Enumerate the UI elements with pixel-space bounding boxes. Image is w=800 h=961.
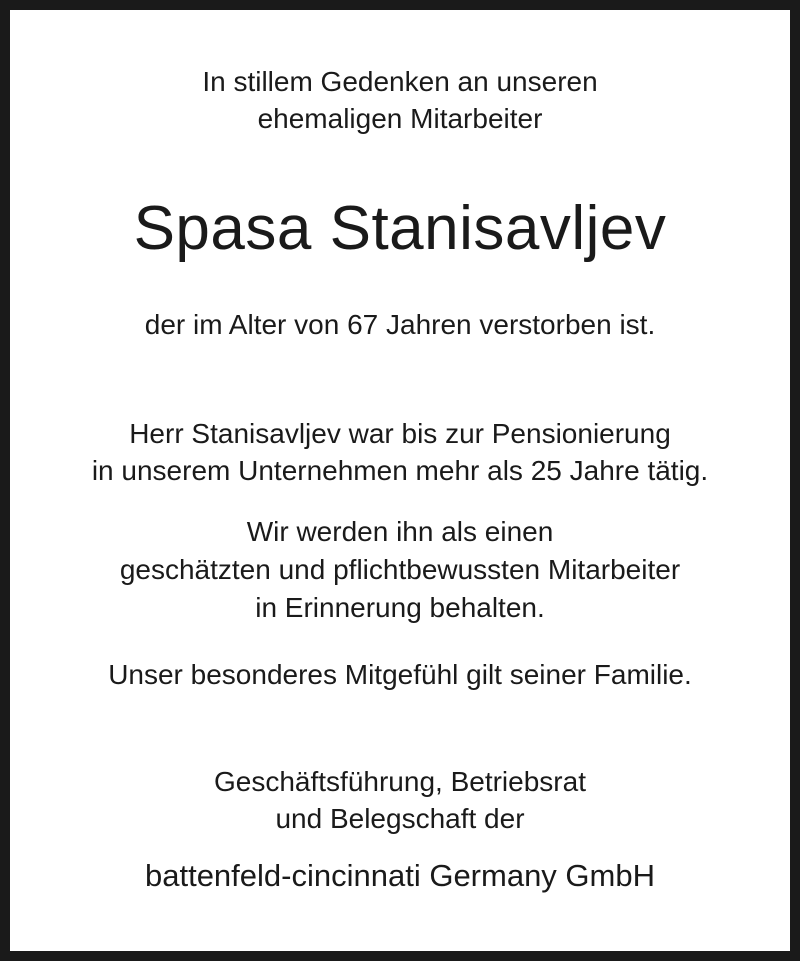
intro-line-2: ehemaligen Mitarbeiter (257, 103, 543, 134)
career-line-2: in unserem Unternehmen mehr als 25 Jahre tätig. (91, 455, 709, 486)
intro-line-1: In stillem Gedenken an unseren (202, 66, 598, 97)
age-line: der im Alter von 67 Jahren verstorben ist. (144, 309, 656, 340)
signature-line-2: und Belegschaft der (275, 803, 525, 834)
memory-line-3: in Erinnerung behalten. (255, 592, 545, 623)
signature-line-1: Geschäftsführung, Betriebsrat (214, 766, 586, 797)
sympathy-line: Unser besonderes Mitgefühl gilt seiner Familie. (108, 659, 692, 690)
memory-line-2: geschätzten und pflichtbewussten Mitarbeiter (119, 554, 681, 585)
career-line-1: Herr Stanisavljev war bis zur Pensionierung (129, 418, 671, 449)
deceased-name: Spasa Stanisavljev (133, 194, 667, 263)
memory-line-1: Wir werden ihn als einen (246, 516, 554, 547)
company-name: battenfeld-cincinnati Germany GmbH (144, 858, 655, 893)
